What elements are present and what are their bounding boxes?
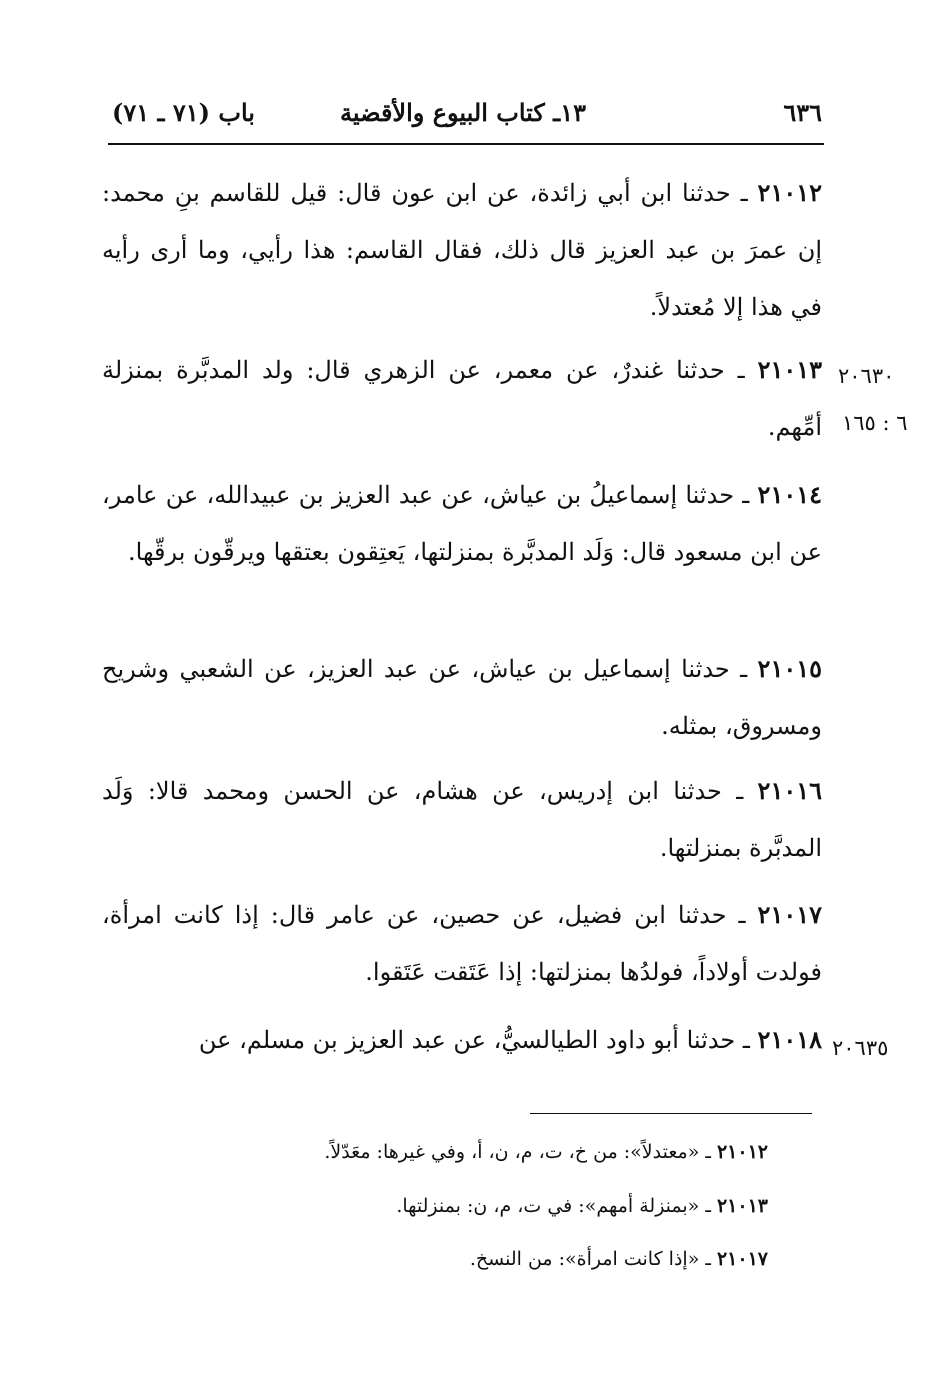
footnote-21017: [200, 1243, 768, 1275]
hadith-21013: [102, 341, 822, 456]
header-divider: [108, 143, 824, 145]
footnote-text: ـ «بمنزلة أمهم»: في ت، م، ن: بمنزلتها.: [396, 1195, 717, 1217]
hadith-number: ٢١٠١٢: [757, 178, 822, 207]
hadith-text: ـ حدثنا غندرٌ، عن معمر، عن الزهري قال: ولد المدبَّرة بمنزلة أمِّهم.: [102, 356, 822, 441]
footnote-text: ـ «إذا كانت امرأة»: من النسخ.: [469, 1248, 717, 1270]
hadith-number: ٢١٠١٤: [757, 480, 822, 509]
book-title: ١٣ـ كتاب البيوع والأقضية: [340, 98, 586, 127]
hadith-number: ٢١٠١٣: [757, 355, 823, 384]
hadith-number: ٢١٠١٧: [757, 900, 822, 929]
hadith-21018: [102, 1011, 822, 1069]
hadith-text: ـ حدثنا ابن إدريس، عن هشام، عن الحسن ومحمد قالا: وَلَد المدبَّرة بمنزلتها.: [102, 777, 822, 862]
hadith-21017: [102, 886, 822, 1001]
hadith-21012: [102, 164, 822, 336]
page-number: ٦٣٦: [783, 98, 822, 127]
footnote-number: ٢١٠١٧: [716, 1248, 768, 1270]
hadith-text: ـ حدثنا أبو داود الطيالسيُّ، عن عبد العزيز بن مسلم، عن: [198, 1026, 758, 1054]
hadith-number: ٢١٠١٦: [757, 776, 822, 805]
footnote-divider: [530, 1113, 812, 1114]
hadith-21015: [102, 640, 822, 755]
hadith-21016: [102, 762, 822, 877]
margin-ref-20630: ٢٠٦٣٠: [838, 364, 895, 388]
chapter-title: باب (٧١ ـ ٧١): [112, 98, 255, 127]
margin-ref-20635: ٢٠٦٣٥: [832, 1036, 889, 1060]
hadith-number: ٢١٠١٥: [757, 654, 822, 683]
page-header: [108, 94, 824, 138]
hadith-text: ـ حدثنا ابن فضيل، عن حصين، عن عامر قال: إذا كانت امرأة، فولدت أولاداً، فولدُها بمنزلتها: إذا عَتَقت عَتَقوا.: [102, 901, 822, 986]
hadith-21014: [102, 466, 822, 581]
hadith-text: ـ حدثنا إسماعيلُ بن عياش، عن عبد العزيز بن عبيدالله، عن عامر، عن ابن مسعود قال: وَلَد المدبَّرة بمنزلتها، يَعتِقون بعتقها ويرقّون برقّها.: [102, 481, 822, 566]
footnote-21013: [200, 1190, 768, 1222]
hadith-text: ـ حدثنا إسماعيل بن عياش، عن عبد العزيز، عن الشعبي وشريح ومسروق، بمثله.: [102, 655, 822, 740]
hadith-number: ٢١٠١٨: [757, 1025, 822, 1054]
footnote-21012: [200, 1136, 768, 1168]
margin-ref-6-165: ٦ : ١٦٥: [842, 411, 908, 435]
footnote-number: ٢١٠١٢: [716, 1141, 768, 1163]
footnote-number: ٢١٠١٣: [716, 1195, 768, 1217]
hadith-text: ـ حدثنا ابن أبي زائدة، عن ابن عون قال: قيل للقاسم بنِ محمد: إن عمرَ بن عبد العزيز قال ذلك، فقال القاسم: هذا رأيي، وما أرى رأيه في هذا إلا مُعتدلاً.: [102, 179, 822, 321]
footnote-text: ـ «معتدلاً»: من خ، ت، م، ن، أ، وفي غيرها: معَدّلاً.: [324, 1141, 717, 1163]
